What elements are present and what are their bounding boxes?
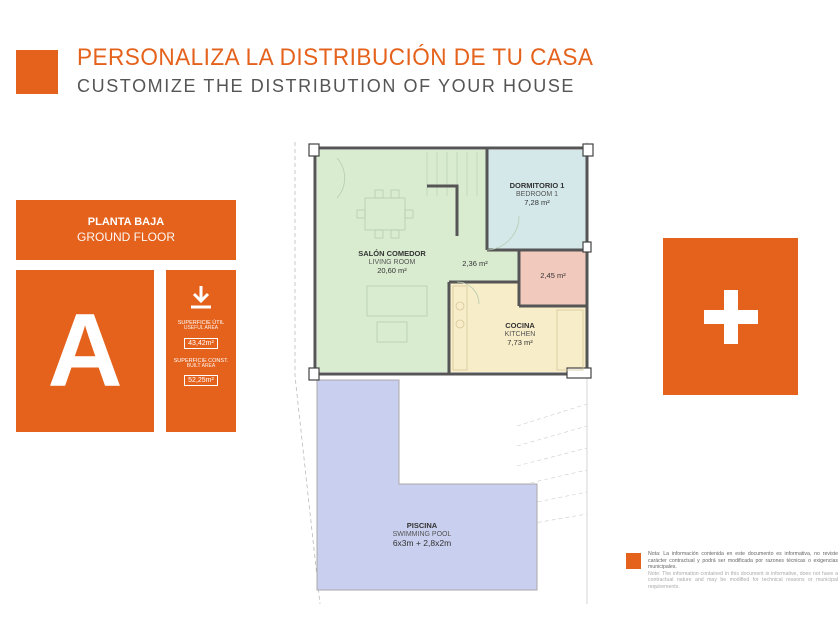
house-type-tile — [16, 270, 154, 432]
living-room-label: SALÓN COMEDOR LIVING ROOM 20,60 m² — [358, 249, 426, 275]
hall-label: 2,36 m² — [462, 259, 488, 268]
plus-icon — [700, 286, 762, 348]
legal-note — [648, 551, 838, 590]
built-area-value: 52,25m² — [184, 375, 218, 386]
useful-area-label-es: SUPERFICIE ÚTIL — [177, 320, 225, 326]
built-area-label-en: BUILT AREA — [186, 362, 216, 369]
download-icon[interactable] — [188, 284, 214, 310]
kitchen-label: COCINA KITCHEN 7,73 m² — [504, 321, 536, 347]
area-stats-panel — [166, 270, 236, 432]
legal-note-es: Nota: La información contenida en este documento es informativa, no reviste carácter contractual y podrá ser modificada por razones técnicas o exigencias municipales. — [648, 551, 838, 570]
pool-label: PISCINA SWIMMING POOL 6x3m + 2,8x2m — [392, 521, 452, 548]
page-title: PERSONALIZA LA DISTRIBUCIÓN DE TU CASA — [77, 44, 594, 71]
built-area-label-es: SUPERFICIE CONST. — [173, 357, 229, 364]
floor-name-en: GROUND FLOOR — [76, 230, 175, 244]
house-type-letter: A — [47, 293, 123, 409]
pool-area — [317, 380, 537, 590]
legal-note-en: Note: The information contained in this document is informative, does not have a contractual nature and may be modified for technical reasons or municipal requirements. — [648, 570, 838, 590]
bedroom-label: DORMITORIO 1 BEDROOM 1 7,28 m² — [509, 181, 565, 207]
useful-area-label-en: USEFUL AREA — [183, 325, 219, 332]
page-subtitle: CUSTOMIZE THE DISTRIBUTION OF YOUR HOUSE — [77, 76, 576, 96]
bathroom-label: 2,45 m² — [540, 271, 566, 280]
floor-name-es: PLANTA BAJA — [87, 216, 165, 228]
floor-selector[interactable] — [16, 200, 236, 260]
customize-plus-button[interactable] — [663, 238, 798, 395]
note-marker — [626, 553, 641, 569]
useful-area-value: 43,42m² — [184, 338, 218, 349]
floor-plan — [287, 136, 607, 604]
brand-square — [16, 50, 58, 94]
